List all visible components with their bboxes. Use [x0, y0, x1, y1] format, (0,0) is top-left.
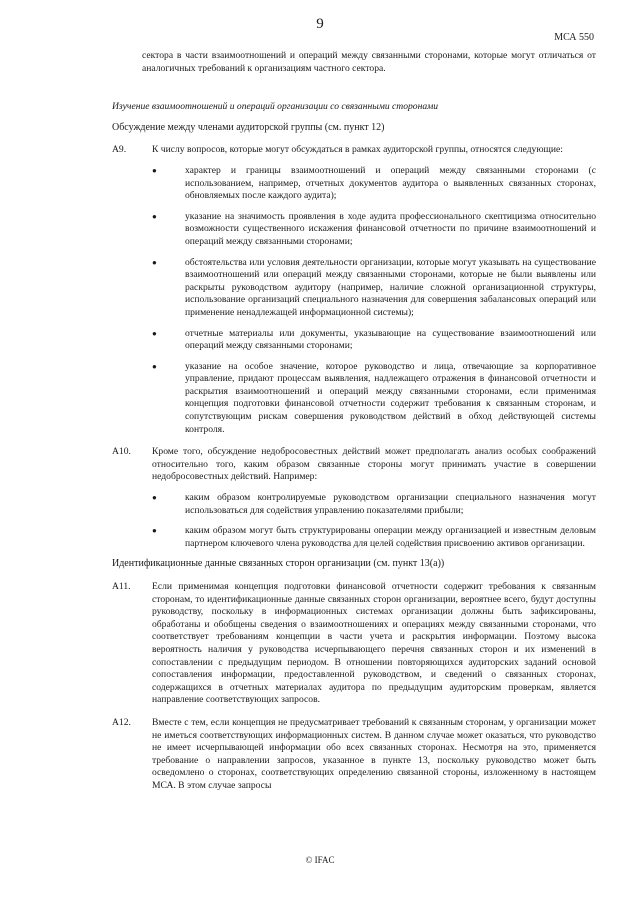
intro-paragraph: сектора в части взаимоотношений и операций между связанными сторонами, которые могут отличаться от аналогичных требований к организациям частного сектора. [142, 50, 596, 74]
paragraph-text: К числу вопросов, которые могут обсуждаться в рамках аудиторской группы, относятся следующие: [152, 144, 563, 156]
bullet-dot-icon: ● [152, 328, 157, 338]
bullet-list [152, 165, 596, 436]
sub-heading-discussion: Обсуждение между членами аудиторской группы (см. пункт 12) [112, 121, 385, 133]
page-number: 9 [316, 16, 324, 32]
document-body [112, 50, 596, 793]
paragraph-a11 [112, 581, 596, 707]
standard-label: МСА 550 [554, 32, 594, 43]
paragraph-text: Вместе с тем, если концепция не предусматривает требований к связанным сторонам, у организации может не иметься соответствующих информационных систем. В данном случае может оказаться, что руководство не имеет исчерпывающей информации обо всех связанных сторонах. Несмотря на это, применяется требование о направлении запросов, указанное в пункте 13, поскольку руководство может быть осведомлено о сторонах, соответствующих определению связанной стороны, изложенному в настоящем МСА. В этом случае запросы [152, 716, 596, 791]
paragraph-a10 [112, 446, 596, 550]
sub-heading-identification: Идентификационные данные связанных сторон организации (см. пункт 13(а)) [112, 558, 445, 570]
list-item: ● указание на значимость проявления в ходе аудита профессионального скептицизма относительно возможности существенного искажения финансовой отчетности по причине взаимоотношений и операций между связанными сторонами; [152, 210, 596, 247]
list-item: ● обстоятельства или условия деятельности организации, которые могут указывать на существование взаимоотношений или операций между связанными сторонами, которые не были выявлены или раскрыты руководством аудитору (например, наличие сложной организационной структуры, использование организаций специального назначения для совершения забалансовых операций или применение ненадлежащей информационной системы); [152, 256, 596, 318]
list-item: ● указание на особое значение, которое руководство и лица, отвечающие за корпоративное управление, придают процессам выявления, надлежащего отражения в финансовой отчетности и раскрытия взаимоотношений и операций между связанными сторонами, если применимая концепция подготовки финансовой отчетности содержит требования к связанным сторонам, и сопутствующим рискам совершения руководством действий в обход действующей системы контроля. [152, 360, 596, 435]
bullet-dot-icon: ● [152, 257, 157, 267]
paragraph-number: A11. [112, 581, 131, 592]
bullet-dot-icon: ● [152, 211, 157, 221]
section-heading: Изучение взаимоотношений и операций организации со связанными сторонами [112, 101, 439, 113]
paragraph-a12 [112, 717, 596, 793]
list-item: ● характер и границы взаимоотношений и операций между связанными сторонами (с использованием, например, отчетных документов аудитора о выявленных связанных сторонах, обновляемых после каждого аудита); [152, 164, 596, 202]
paragraph-text: Если применимая концепция подготовки финансовой отчетности содержит требования к связанным сторонам, то идентификационные данные связанных сторон организации, вероятнее всего, будут доступны руководству, поскольку в информационных системах организации должны быть зафиксированы, обработаны и обобщены сведения о взаимоотношениях и операциях между связанными сторонами, что соответствует требованиям концепции в части учета и раскрытия информации. Поэтому высока вероятность наличия у руководства исчерпывающего перечня связанных сторон и их изменений в сопоставлении с предыдущим периодом. В отношении повторяющихся аудиторских заданий основой сопоставления информации, предоставленной руководством, и сведений о связанных сторонах, содержащихся в отчетных материалах аудитора по предыдущим аудиторским проверкам, является направление соответствующих запросов. [152, 581, 596, 706]
footer-copyright: © IFAC [305, 855, 335, 865]
bullet-list [152, 492, 596, 550]
paragraph-number: A9. [112, 144, 127, 156]
bullet-dot-icon: ● [152, 493, 157, 503]
list-item: ● отчетные материалы или документы, указывающие на существование взаимоотношений или операций между связанными сторонами; [152, 327, 596, 352]
bullet-dot-icon: ● [152, 526, 157, 536]
bullet-dot-icon: ● [152, 361, 157, 371]
bullet-dot-icon: ● [152, 165, 157, 175]
list-item: ● каким образом могут быть структурированы операции между организацией и известным деловым партнером ключевого члена руководства для целей содействия присвоению активов организации. [152, 525, 596, 549]
list-item: ● каким образом контролируемые руководством организации специального назначения могут использоваться для содействия управлению показателями прибыли; [152, 492, 596, 516]
paragraph-number: A10. [112, 446, 131, 458]
paragraph-text: Кроме того, обсуждение недобросовестных действий может предполагать анализ особых соображений относительно того, каким образом связанные стороны могут принимать участие в совершении недобросовестных действий. Например: [152, 446, 596, 483]
paragraph-a9 [112, 144, 596, 436]
paragraph-number: A12. [112, 716, 131, 728]
